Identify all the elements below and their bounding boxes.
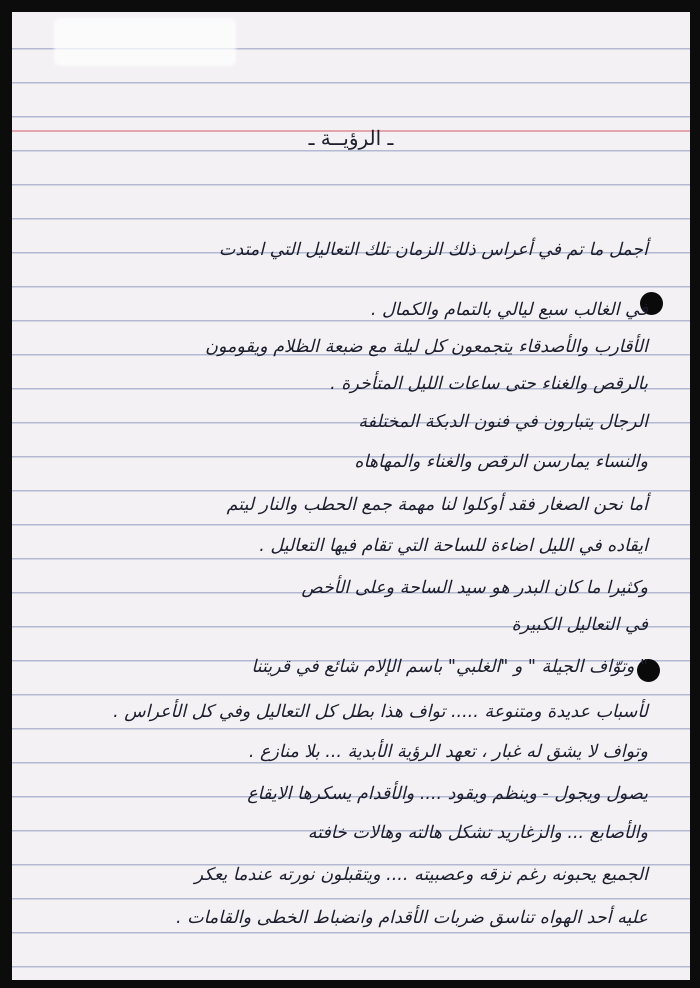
text-line-4: بالرقص والغناء حتى ساعات الليل المتأخرة .: [330, 374, 648, 394]
notebook-page: [12, 12, 690, 980]
text-line-10: في التعاليل الكبيرة: [511, 615, 648, 635]
text-line-5: الرجال يتبارون في فنون الدبكة المختلفة: [358, 412, 648, 432]
tape-residue: [54, 18, 236, 66]
text-line-8: ايقاده في الليل اضاءة للساحة التي تقام فيها التعاليل .: [259, 536, 648, 556]
text-line-1: أجمل ما تم في أعراس ذلك الزمان تلك التعاليل التي امتدت: [218, 240, 648, 260]
text-line-3: الأقارب والأصدقاء يتجمعون كل ليلة مع ضبعة الظلام ويقومون: [205, 337, 648, 357]
text-line-12: لأسباب عديدة ومتنوعة ..... تواف هذا بطل كل التعاليل وفي كل الأعراس .: [113, 702, 648, 722]
page-title: ـ الرؤيــة ـ: [308, 126, 394, 150]
text-line-13: وتواف لا يشق له غبار ، تعهد الرؤية الأبدية ... بلا منازع .: [248, 742, 648, 762]
text-line-7: أما نحن الصغار فقد أوكلوا لنا مهمة جمع الحطب والنار ليتم: [226, 495, 648, 515]
text-line-15: والأصابع ... والزغاريد تشكل هالته وهالات خافته: [307, 823, 648, 843]
text-line-6: والنساء يمارسن الرقص والغناء والمهاهاه: [354, 452, 648, 472]
text-line-2: في الغالب سبع ليالي بالتمام والكمال .: [370, 300, 648, 320]
text-line-9: وكثيرا ما كان البدر هو سيد الساحة وعلى الأخص: [301, 578, 648, 598]
text-line-16: الجميع يحبونه رغم نزقه وعصبيته .... ويتقبلون نورته عندما يعكر: [194, 865, 648, 885]
text-line-17: عليه أحد الهواه تناسق ضربات الأقدام وانضباط الخطى والقامات .: [175, 908, 648, 928]
text-line-14: يصول ويجول - وينظم ويقود .... والأقدام يسكرها الايقاع: [247, 784, 648, 804]
text-line-11: " وتوّاف الجيلة " و "الغلبي" باسم الإلام شائع في قريتنا: [251, 657, 648, 677]
